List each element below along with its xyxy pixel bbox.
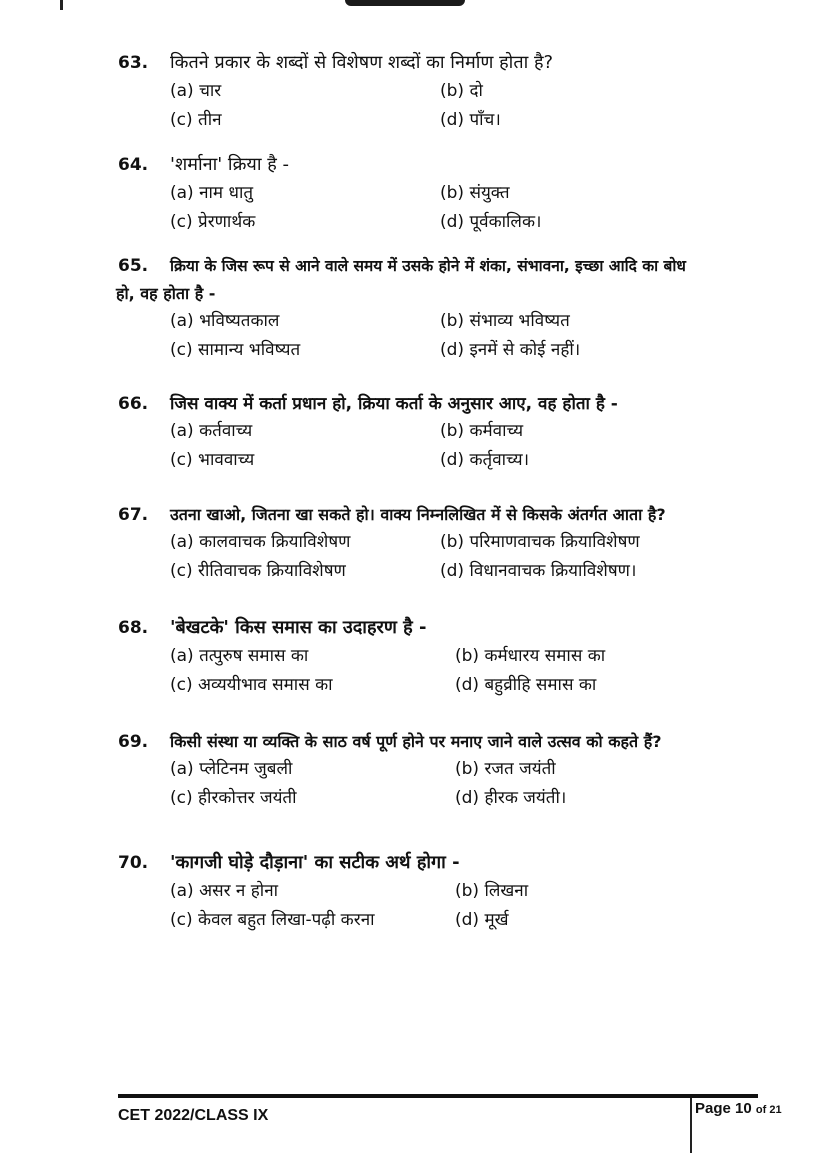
option-c: (c) रीतिवाचक क्रियाविशेषण	[170, 561, 346, 581]
options	[170, 418, 768, 470]
option-d: (d) बहुव्रीहि समास का	[455, 675, 597, 695]
top-edge	[0, 0, 825, 10]
question-number: 68.	[118, 618, 149, 638]
question-text: जिस वाक्य में कर्ता प्रधान हो, क्रिया कर्ता के अनुसार आए, वह होता है -	[170, 394, 618, 414]
option-a: (a) कालवाचक क्रियाविशेषण	[170, 532, 351, 552]
option-d: (d) विधानवाचक क्रियाविशेषण।	[440, 561, 637, 581]
binding-mark	[345, 0, 465, 6]
page-total: of 21	[755, 1104, 782, 1116]
option-a: (a) कर्तवाच्य	[170, 421, 253, 441]
question-68	[118, 615, 768, 695]
option-d: (d) हीरक जयंती।	[455, 788, 567, 808]
question-number: 70.	[118, 853, 149, 873]
question-text: उतना खाओ, जितना खा सकते हो। वाक्य निम्नलिखित में से किसके अंतर्गत आता है?	[170, 505, 666, 524]
option-a: (a) चार	[170, 81, 222, 101]
option-c: (c) तीन	[170, 110, 222, 130]
option-a: (a) प्लेटिनम जुबली	[170, 759, 293, 779]
footer-rule	[118, 1094, 758, 1098]
option-d: (d) इनमें से कोई नहीं।	[440, 340, 581, 360]
options	[170, 78, 768, 130]
options	[170, 878, 768, 930]
option-c: (c) भाववाच्य	[170, 450, 255, 470]
options	[170, 308, 768, 360]
question-number: 67.	[118, 505, 149, 525]
options	[170, 180, 768, 232]
question-64	[118, 152, 768, 232]
page-box-border	[690, 1098, 692, 1153]
question-text: 'कागजी घोड़े दौड़ाना' का सटीक अर्थ होगा -	[170, 852, 460, 873]
option-b: (b) रजत जयंती	[455, 759, 556, 779]
question-text-continued: हो, वह होता है -	[116, 284, 216, 303]
option-d: (d) पाँच।	[440, 110, 501, 130]
question-text: 'बेखटके' किस समास का उदाहरण है -	[170, 617, 427, 638]
option-d: (d) मूर्ख	[455, 910, 509, 930]
question-text: किसी संस्था या व्यक्ति के साठ वर्ष पूर्ण होने पर मनाए जाने वाले उत्सव को कहते हैं?	[170, 732, 662, 751]
option-b: (b) संयुक्त	[440, 183, 510, 203]
option-b: (b) कर्मधारय समास का	[455, 646, 606, 666]
options	[170, 756, 778, 808]
option-b: (b) संभाव्य भविष्यत	[440, 311, 570, 331]
option-a: (a) तत्पुरुष समास का	[170, 646, 309, 666]
option-d: (d) पूर्वकालिक।	[440, 212, 542, 232]
option-c: (c) केवल बहुत लिखा-पढ़ी करना	[170, 910, 375, 930]
question-number: 69.	[118, 732, 149, 752]
option-c: (c) अव्ययीभाव समास का	[170, 675, 333, 695]
option-c: (c) हीरकोत्तर जयंती	[170, 788, 297, 808]
option-c: (c) सामान्य भविष्यत	[170, 340, 301, 360]
question-66	[118, 391, 768, 470]
footer-exam-label: CET 2022/CLASS IX	[118, 1107, 269, 1124]
question-number: 66.	[118, 394, 149, 414]
option-a: (a) असर न होना	[170, 881, 279, 901]
options	[170, 643, 768, 695]
question-65	[118, 254, 768, 360]
question-69	[118, 730, 778, 808]
question-63	[118, 50, 768, 130]
options	[170, 529, 778, 581]
question-text: कितने प्रकार के शब्दों से विशेषण शब्दों का निर्माण होता है?	[170, 52, 554, 73]
option-a: (a) भविष्यतकाल	[170, 311, 280, 331]
option-c: (c) प्रेरणार्थक	[170, 212, 256, 232]
option-b: (b) दो	[440, 81, 483, 101]
option-d: (d) कर्तृवाच्य।	[440, 450, 530, 470]
question-number: 65.	[118, 256, 149, 276]
question-number: 64.	[118, 155, 149, 175]
question-number: 63.	[118, 53, 149, 73]
question-text: 'शर्माना' क्रिया है -	[170, 154, 290, 175]
question-67	[118, 503, 778, 581]
option-b: (b) परिमाणवाचक क्रियाविशेषण	[440, 532, 640, 552]
page-number	[695, 1100, 782, 1117]
option-b: (b) कर्मवाच्य	[440, 421, 524, 441]
page-label: Page 10	[695, 1100, 752, 1117]
option-b: (b) लिखना	[455, 881, 529, 901]
scan-mark	[60, 0, 63, 10]
question-text: क्रिया के जिस रूप से आने वाले समय में उसके होने में शंका, संभावना, इच्छा आदि का बोध	[170, 257, 686, 275]
option-a: (a) नाम धातु	[170, 183, 254, 203]
question-70	[118, 850, 768, 930]
